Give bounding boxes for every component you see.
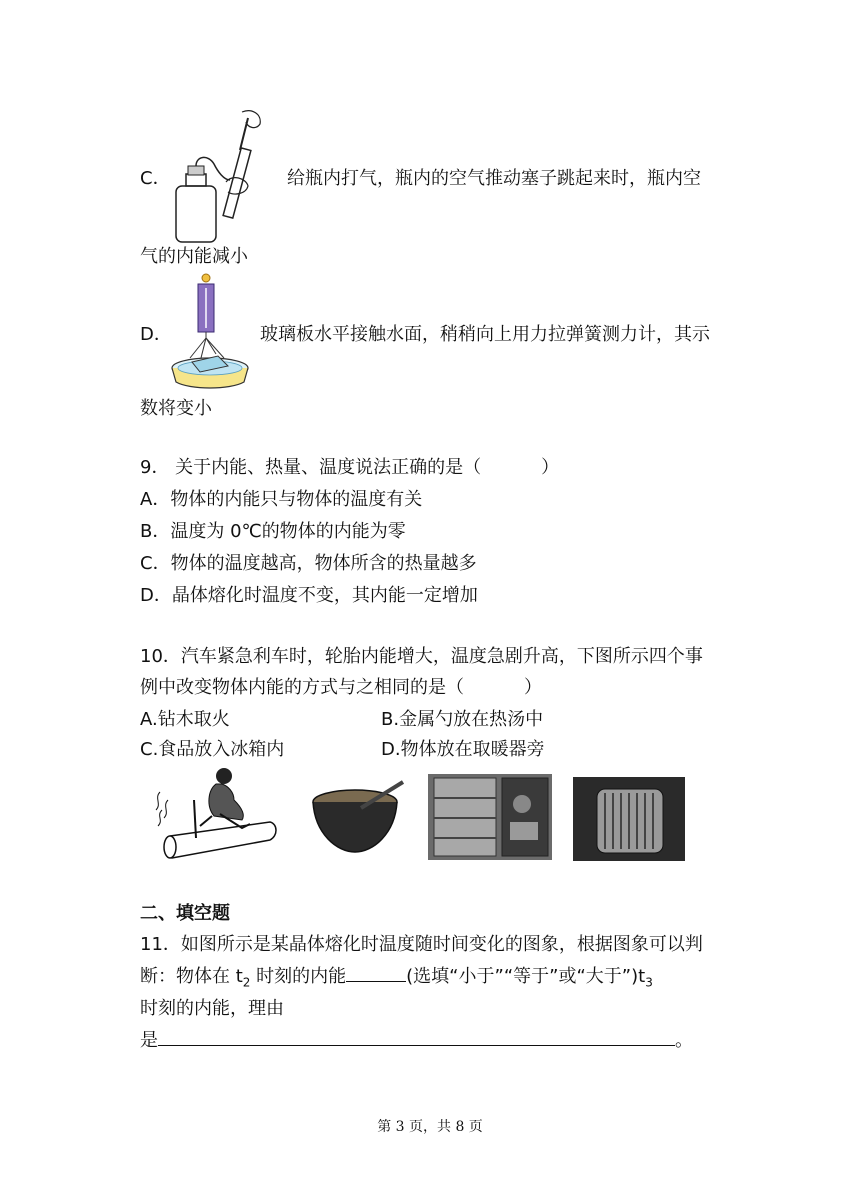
q11-line-1: 11．如图所示是某晶体熔化时温度随时间变化的图象，根据图象可以判	[140, 934, 703, 955]
q9-option-c: C．物体的温度越高，物体所含的热量越多	[140, 553, 477, 574]
q11-line-2-b: 时刻的内能	[250, 966, 347, 987]
q11-t3-subscript: 3	[645, 975, 653, 990]
drilling-wood-fire-image	[150, 766, 280, 866]
q11-line-2	[140, 964, 653, 996]
q10-stem-2	[140, 675, 542, 701]
q10-option-a: A.钻木取火	[140, 709, 230, 730]
q8-option-d-text-2: 数将变小	[140, 398, 212, 419]
q8-option-c-text-2: 气的内能减小	[140, 246, 248, 267]
q9-option-a: A．物体的内能只与物体的温度有关	[140, 489, 423, 510]
q11-line-4-prefix: 是	[140, 1030, 158, 1051]
q8-option-c-text-1: 给瓶内打气，瓶内的空气推动塞子跳起来时，瓶内空	[287, 168, 701, 189]
q8-option-d-label: D．	[140, 324, 172, 345]
q9-stem-text: 9． 关于内能、热量、温度说法正确的是（	[140, 457, 482, 478]
q11-line-2-c: (选填“小于”“等于”或“大于”)t	[406, 966, 646, 987]
q9-stem	[140, 455, 559, 481]
spring-scale-figure	[170, 272, 254, 390]
q8-option-d-text-1: 玻璃板水平接触水面，稍稍向上用力拉弹簧测力计，其示	[260, 324, 710, 345]
section-heading: 二、填空题	[140, 903, 230, 924]
q10-stem-2-text: 例中改变物体内能的方式与之相同的是（	[140, 677, 464, 698]
q10-option-b: B.金属勺放在热汤中	[381, 709, 544, 730]
q10-stem-close: ）	[524, 677, 542, 698]
q9-option-b: B．温度为 0℃的物体的内能为零	[140, 521, 406, 542]
q11-blank-2[interactable]	[158, 1045, 675, 1046]
heater-image	[573, 777, 685, 861]
q11-line-3: 时刻的内能，理由	[140, 998, 284, 1019]
fridge-food-image	[428, 774, 552, 860]
q11-line-4	[140, 1028, 693, 1054]
q10-stem-1: 10．汽车紧急利车时，轮胎内能增大，温度急剧升高，下图所示四个事	[140, 646, 703, 667]
q9-stem-close: ）	[541, 457, 560, 478]
q9-option-d: D．晶体熔化时温度不变，其内能一定增加	[140, 585, 478, 606]
q11-line-4-end: 。	[675, 1030, 693, 1051]
q11-t2-subscript: 2	[242, 975, 251, 990]
q8-option-c-label: C．	[140, 168, 171, 189]
page-footer: 第 3 页，共 8 页	[377, 1119, 483, 1135]
q11-line-2-a: 断：物体在 t	[140, 966, 243, 987]
q10-option-c: C.食品放入冰箱内	[140, 739, 285, 760]
bottle-pump-figure	[168, 108, 268, 244]
spoon-in-soup-image	[311, 778, 407, 856]
q10-option-d: D.物体放在取暖器旁	[381, 739, 545, 760]
q11-blank-1[interactable]	[346, 981, 406, 982]
